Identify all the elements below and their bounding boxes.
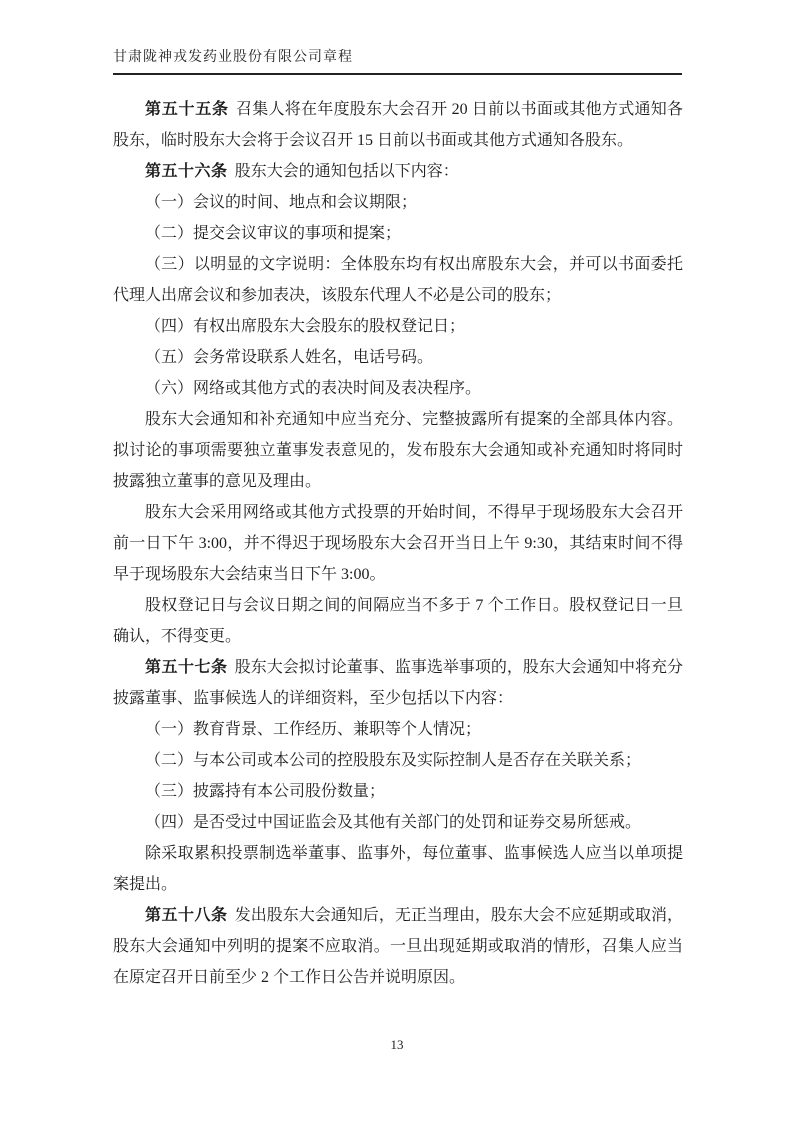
page-header bbox=[113, 46, 682, 75]
page-number: 13 bbox=[390, 1037, 404, 1052]
list-item-paragraph: （二）提交会议审议的事项和提案； bbox=[145, 225, 402, 242]
list-item-paragraph: （五）会务常设联系人姓名，电话号码。 bbox=[145, 349, 434, 366]
list-item-paragraph: （四）是否受过中国证监会及其他有关部门的处罚和证券交易所惩戒。 bbox=[145, 814, 642, 831]
document-title: 甘肃陇神戎发药业股份有限公司章程 bbox=[113, 50, 353, 65]
body-paragraph: 股东大会通知和补充通知中应当充分、完整披露所有提案的全部具体内容。拟讨论的事项需要独立董事发表意见的，发布股东大会通知或补充通知时将同时披露独立董事的意见及理由。 bbox=[113, 411, 683, 490]
body-paragraph: 除采取累积投票制选举董事、监事外，每位董事、监事候选人应当以单项提案提出。 bbox=[113, 845, 683, 893]
article-paragraph: 第五十七条 股东大会拟讨论董事、监事选举事项的，股东大会通知中将充分披露董事、监事候选人的详细资料，至少包括以下内容： bbox=[113, 659, 683, 707]
list-item-paragraph: （六）网络或其他方式的表决时间及表决程序。 bbox=[145, 380, 482, 397]
list-item-paragraph: （三）以明显的文字说明：全体股东均有权出席股东大会，并可以书面委托代理人出席会议和参加表决，该股东代理人不必是公司的股东； bbox=[113, 256, 683, 304]
article-paragraph: 第五十八条 发出股东大会通知后，无正当理由，股东大会不应延期或取消，股东大会通知中列明的提案不应取消。一旦出现延期或取消的情形，召集人应当在原定召开日前至少 2 个工作日公告并说明原因。 bbox=[113, 907, 683, 986]
article-number: 第五十七条 bbox=[145, 659, 228, 676]
article-number: 第五十五条 bbox=[145, 101, 229, 118]
article-paragraph: 第五十六条 股东大会的通知包括以下内容： bbox=[145, 163, 459, 180]
list-item-paragraph: （三）披露持有本公司股份数量； bbox=[145, 783, 386, 800]
article-number: 第五十六条 bbox=[145, 163, 228, 180]
list-item-paragraph: （一）教育背景、工作经历、兼职等个人情况； bbox=[145, 721, 482, 738]
body-paragraph: 股权登记日与会议日期之间的间隔应当不多于 7 个工作日。股权登记日一旦确认，不得变更。 bbox=[113, 597, 683, 645]
article-number: 第五十八条 bbox=[145, 907, 228, 924]
article-paragraph: 第五十五条 召集人将在年度股东大会召开 20 日前以书面或其他方式通知各股东，临时股东大会将于会议召开 15 日前以书面或其他方式通知各股东。 bbox=[113, 101, 683, 149]
list-item-paragraph: （四）有权出席股东大会股东的股权登记日； bbox=[145, 318, 466, 335]
body-paragraph: 股东大会采用网络或其他方式投票的开始时间，不得早于现场股东大会召开前一日下午 3:00，并不得迟于现场股东大会召开当日上午 9:30，其结束时间不得早于现场股东大会结束当日下午 3:00。 bbox=[113, 504, 683, 583]
list-item-paragraph: （一）会议的时间、地点和会议期限； bbox=[145, 194, 418, 211]
document-body bbox=[113, 94, 683, 993]
list-item-paragraph: （二）与本公司或本公司的控股股东及实际控制人是否存在关联关系； bbox=[145, 752, 642, 769]
